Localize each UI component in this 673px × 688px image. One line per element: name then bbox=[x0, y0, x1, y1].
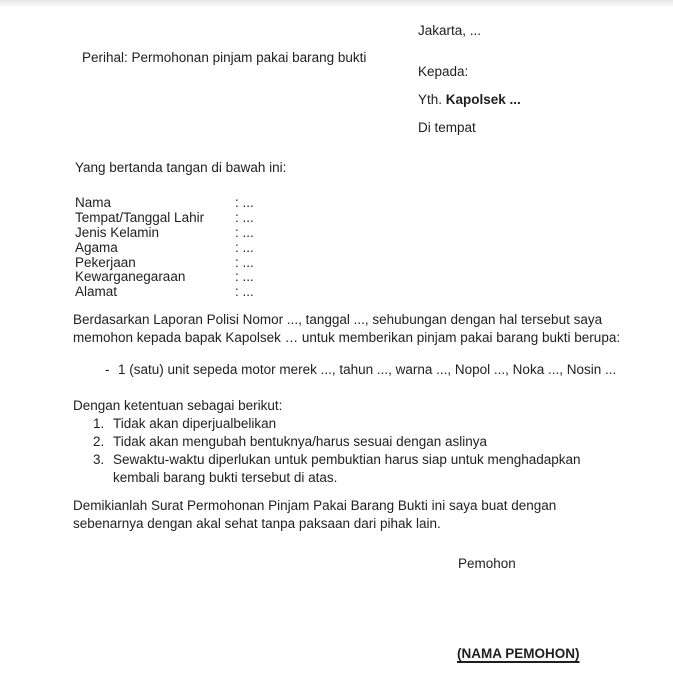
field-value: : ... bbox=[235, 254, 254, 270]
field-label: Pekerjaan bbox=[75, 254, 136, 270]
item-text: Tidak akan mengubah bentuknya/harus sesuai dengan aslinya bbox=[113, 434, 488, 449]
signature-role: Pemohon bbox=[458, 556, 516, 571]
paragraph-line: memohon kepada bapak Kapolsek … untuk memberikan pinjam pakai barang bukti berupa: bbox=[73, 330, 621, 345]
field-value: : ... bbox=[235, 269, 254, 285]
item-text-line: Sewaktu-waktu diperlukan untuk pembuktian harus siap untuk menghadapkan bbox=[113, 452, 581, 467]
yth-prefix: Yth. bbox=[418, 92, 446, 107]
conditions-title: Dengan ketentuan sebagai berikut: bbox=[73, 398, 283, 413]
condition-item bbox=[93, 451, 581, 487]
field-row-pekerjaan bbox=[75, 256, 254, 271]
field-row-jenis-kelamin bbox=[75, 226, 254, 241]
field-value: : ... bbox=[235, 284, 254, 300]
field-value: : ... bbox=[235, 239, 254, 255]
field-value: : ... bbox=[235, 195, 254, 210]
bullet-marker: - bbox=[105, 362, 110, 377]
page-top-edge bbox=[0, 0, 673, 8]
field-row-kewarganegaraan bbox=[75, 270, 254, 285]
paragraph-line: sebenarnya dengan akal sehat tanpa paksaan dari pihak lain. bbox=[73, 516, 441, 531]
item-text-line: kembali barang bukti tersebut di atas. bbox=[113, 470, 338, 485]
field-label: Kewarganegaraan bbox=[75, 269, 186, 285]
field-label: Alamat bbox=[75, 284, 118, 300]
recipient-kepada-line: Kepada: bbox=[418, 64, 469, 79]
field-row-nama bbox=[75, 196, 254, 211]
opening-line: Yang bertanda tangan di bawah ini: bbox=[75, 160, 287, 175]
field-label: Nama bbox=[75, 195, 112, 210]
paragraph-line: Berdasarkan Laporan Polisi Nomor ..., tanggal ..., sehubungan dengan hal tersebut saya bbox=[73, 312, 603, 327]
condition-item bbox=[93, 415, 581, 433]
recipient-place-line: Di tempat bbox=[418, 120, 476, 135]
field-label: Tempat/Tanggal Lahir bbox=[75, 209, 205, 225]
field-value: : ... bbox=[235, 209, 254, 225]
field-row-alamat bbox=[75, 285, 254, 300]
evidence-bullet bbox=[105, 361, 616, 379]
conditions-list bbox=[93, 415, 581, 487]
item-number: 2. bbox=[93, 434, 105, 449]
field-row-agama bbox=[75, 241, 254, 256]
recipient-yth-line bbox=[418, 91, 521, 109]
signature-name: (NAMA PEMOHON) bbox=[457, 646, 580, 661]
identity-fields bbox=[75, 196, 254, 300]
paragraph-line: Demikianlah Surat Permohonan Pinjam Pakai Barang Bukti ini saya buat dengan bbox=[73, 498, 557, 513]
subject-line: Perihal: Permohonan pinjam pakai barang bukti bbox=[82, 50, 367, 65]
field-label: Agama bbox=[75, 239, 118, 255]
closing-paragraph bbox=[73, 497, 556, 533]
item-text bbox=[113, 451, 581, 487]
condition-item bbox=[93, 433, 581, 451]
field-label: Jenis Kelamin bbox=[75, 224, 160, 240]
field-row-tempat-tanggal-lahir bbox=[75, 211, 254, 226]
date-line: Jakarta, ... bbox=[418, 23, 482, 38]
bullet-text: 1 (satu) unit sepeda motor merek ..., tahun ..., warna ..., Nopol ..., Noka ..., Nosin ... bbox=[118, 362, 617, 377]
field-value: : ... bbox=[235, 224, 254, 240]
item-number: 1. bbox=[93, 416, 105, 431]
item-number: 3. bbox=[93, 452, 105, 467]
recipient-name: Kapolsek ... bbox=[445, 92, 521, 107]
item-text: Tidak akan diperjualbelikan bbox=[113, 416, 277, 431]
request-paragraph bbox=[73, 311, 620, 347]
